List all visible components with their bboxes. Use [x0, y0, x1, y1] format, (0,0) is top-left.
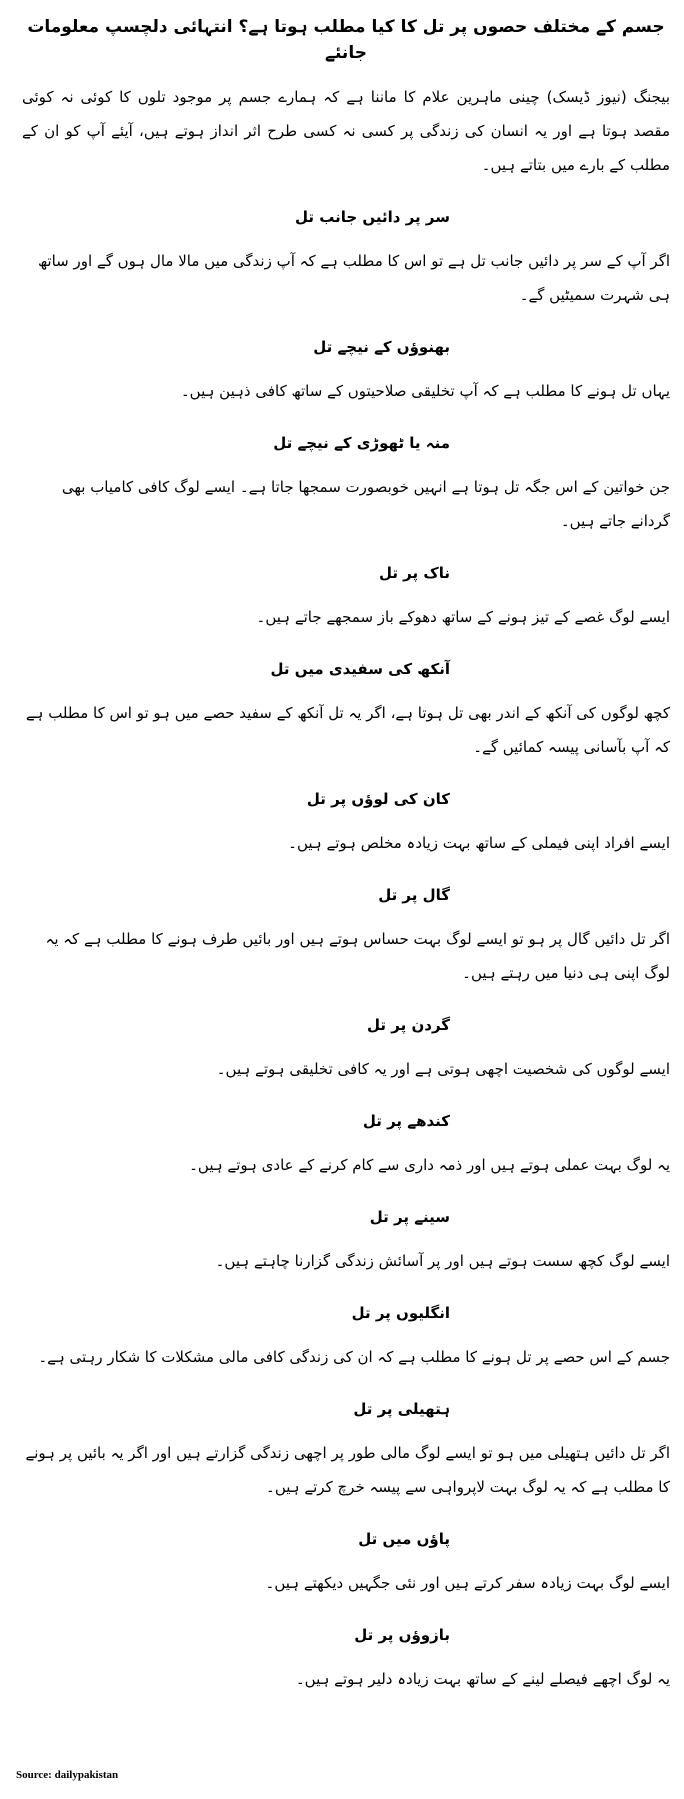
- section-text: ایسے لوگوں کی شخصیت اچھی ہوتی ہے اور یہ کافی تخلیقی ہوتے ہیں۔: [216, 1060, 670, 1078]
- section-heading: سینے پر تل: [369, 1208, 450, 1226]
- section-text: اگر تل دائیں ہتھیلی میں ہو تو ایسے لوگ مالی طور پر اچھی زندگی گزارتے ہیں اور اگر یہ بائیں پر ہونے کا مطلب ہے کہ یہ لوگ بہت لاپرواہی سے پیسہ خرچ کرتے ہیں۔: [25, 1444, 670, 1496]
- section-text: ایسے لوگ غصے کے تیز ہونے کے ساتھ دھوکے باز سمجھے جاتے ہیں۔: [256, 608, 670, 626]
- section-heading: انگلیوں پر تل: [351, 1304, 450, 1322]
- section-7: [22, 880, 670, 990]
- section-heading: کندھے پر تل: [362, 1112, 450, 1130]
- section-text: یہاں تل ہونے کا مطلب ہے کہ آپ تخلیقی صلاحیتوں کے ساتھ کافی ذہین ہیں۔: [180, 382, 670, 400]
- section-1: [22, 202, 670, 312]
- section-heading: بھنوؤں کے نیچے تل: [313, 338, 450, 356]
- section-heading: منہ یا ٹھوڑی کے نیچے تل: [273, 434, 450, 452]
- section-text: جسم کے اس حصے پر تل ہونے کا مطلب ہے کہ ان کی زندگی کافی مالی مشکلات کا شکار رہتی ہے۔: [38, 1348, 670, 1366]
- section-text: ایسے افراد اپنی فیملی کے ساتھ بہت زیادہ مخلص ہوتے ہیں۔: [288, 834, 670, 852]
- section-9: [22, 1106, 670, 1182]
- section-text: کچھ لوگوں کی آنکھ کے اندر بھی تل ہوتا ہے، اگر یہ تل آنکھ کے سفید حصے میں ہو تو اس کا مطلب ہے کہ آپ بآسانی پیسہ کمائیں گے۔: [25, 704, 670, 756]
- section-text: ایسے لوگ بہت زیادہ سفر کرتے ہیں اور نئی جگہیں دیکھتے ہیں۔: [265, 1574, 670, 1592]
- section-text: اگر تل دائیں گال پر ہو تو ایسے لوگ بہت حساس ہوتے ہیں اور بائیں طرف ہونے کا مطلب ہے کہ یہ لوگ اپنی ہی دنیا میں رہتے ہیں۔: [45, 930, 670, 982]
- section-text: جن خواتین کے اس جگہ تل ہوتا ہے انہیں خوبصورت سمجھا جاتا ہے۔ ایسے لوگ کافی کامیاب بھی گردانے جاتے ہیں۔: [61, 478, 670, 530]
- section-heading: کان کی لوؤں پر تل: [306, 790, 450, 808]
- section-5: [22, 654, 670, 764]
- section-heading: ہتھیلی پر تل: [353, 1400, 450, 1418]
- section-11: [22, 1298, 670, 1374]
- section-text: یہ لوگ اچھے فیصلے لینے کے ساتھ بہت زیادہ دلیر ہوتے ہیں۔: [295, 1670, 670, 1688]
- section-heading: سر پر دائیں جانب تل: [294, 208, 450, 226]
- section-heading: بازوؤں پر تل: [354, 1626, 450, 1644]
- section-heading: پاؤں میں تل: [358, 1530, 450, 1548]
- section-12: [22, 1394, 670, 1504]
- section-14: [22, 1620, 670, 1696]
- article-intro: بیجنگ (نیوز ڈیسک) چینی ماہرین علام کا ماننا ہے کہ ہمارے جسم پر موجود تلوں کا کوئی نہ کوئی مقصد ہوتا ہے اور یہ انسان کی زندگی پر کسی نہ کسی طرح اثر انداز ہوتے ہیں، آیئے آپ کو ان کے مطلب کے بارے میں بتاتے ہیں۔: [22, 88, 670, 174]
- article-title: جسم کے مختلف حصوں پر تل کا کیا مطلب ہوتا ہے؟ انتہائی دلچسپ معلومات جانئے: [27, 17, 665, 63]
- source-credit: Source: dailypakistan: [16, 1769, 119, 1781]
- section-text: اگر آپ کے سر پر دائیں جانب تل ہے تو اس کا مطلب ہے کہ آپ زندگی میں مالا مال ہوں گے اور ساتھ ہی شہرت سمیٹیں گے۔: [37, 252, 670, 304]
- section-10: [22, 1202, 670, 1278]
- section-3: [22, 428, 670, 538]
- section-heading: گردن پر تل: [367, 1016, 450, 1034]
- section-6: [22, 784, 670, 860]
- section-heading: گال پر تل: [378, 886, 450, 904]
- section-heading: ناک پر تل: [378, 564, 450, 582]
- section-13: [22, 1524, 670, 1600]
- section-text: یہ لوگ بہت عملی ہوتے ہیں اور ذمہ داری سے کام کرنے کے عادی ہوتے ہیں۔: [189, 1156, 670, 1174]
- section-2: [22, 332, 670, 408]
- section-heading: آنکھ کی سفیدی میں تل: [270, 660, 450, 678]
- section-8: [22, 1010, 670, 1086]
- section-text: ایسے لوگ کچھ سست ہوتے ہیں اور پر آسائش زندگی گزارنا چاہتے ہیں۔: [215, 1252, 670, 1270]
- section-4: [22, 558, 670, 634]
